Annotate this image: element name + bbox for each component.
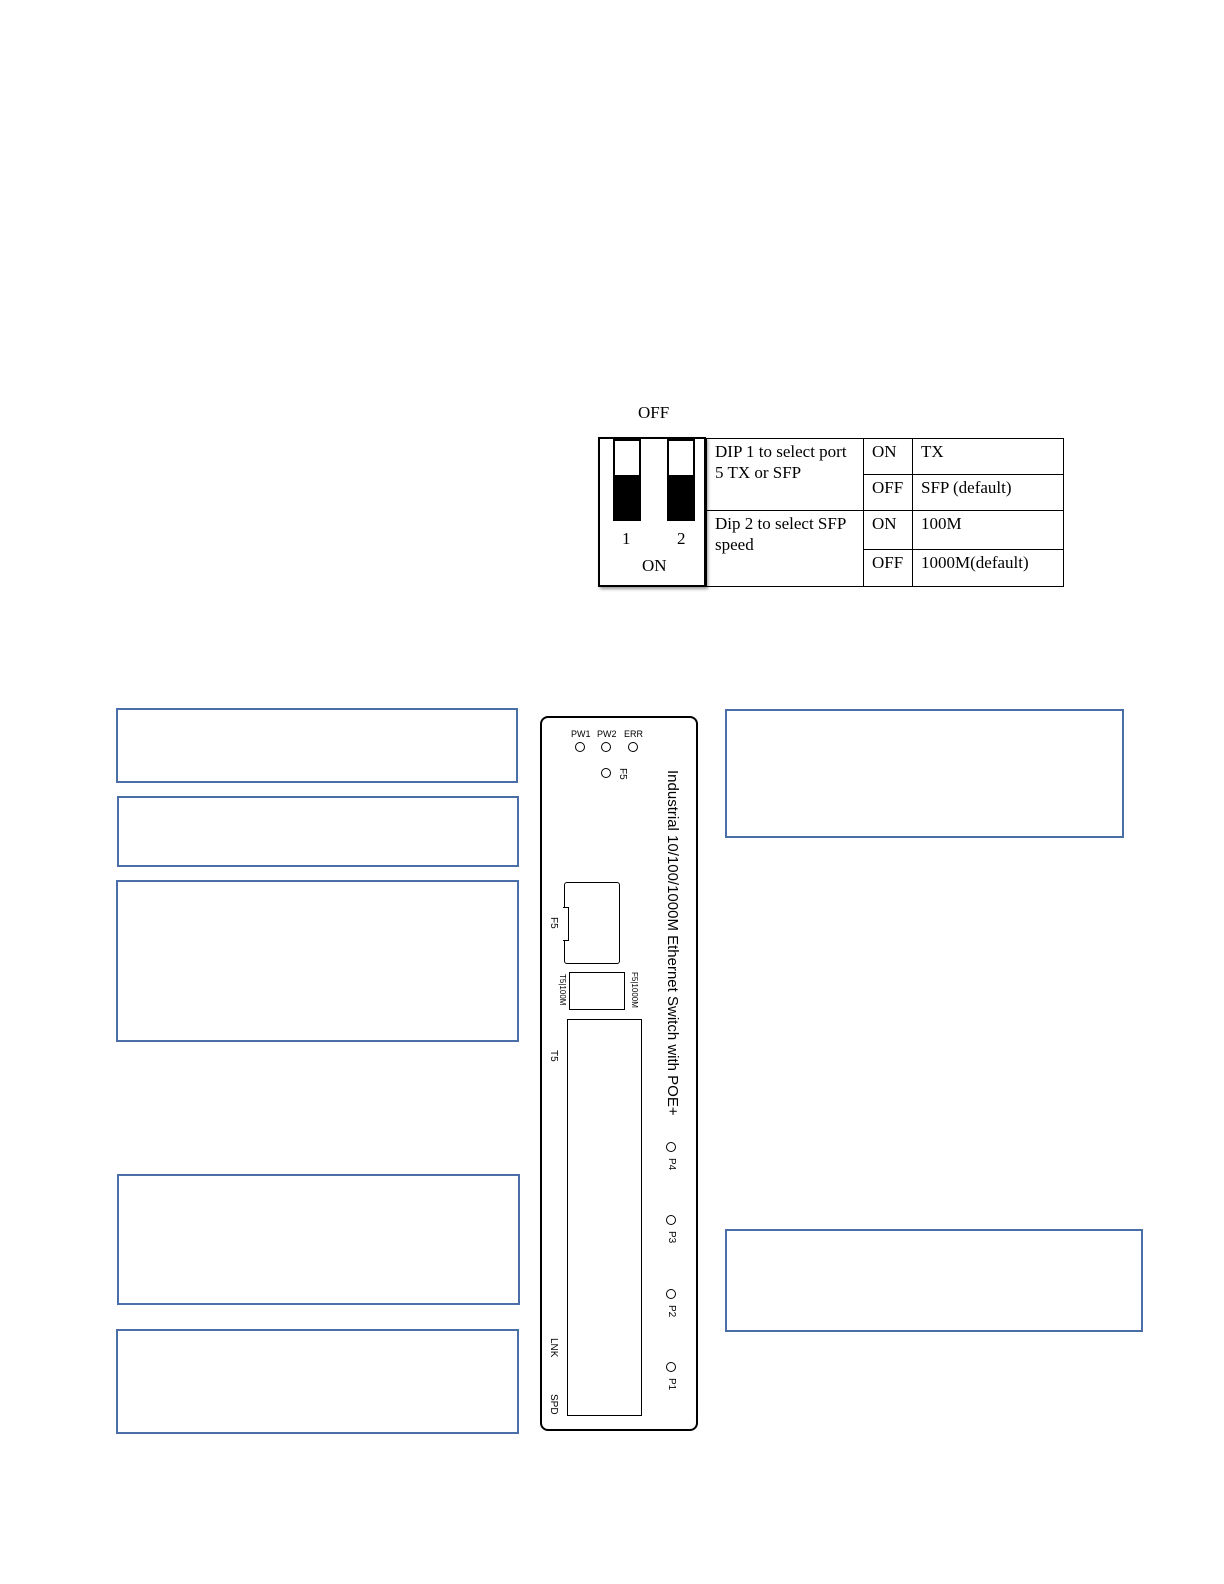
p3-led-label: P3 <box>666 1231 677 1244</box>
f5-led-icon <box>601 768 611 778</box>
table-row <box>707 511 1064 550</box>
dip-settings-table <box>706 438 1064 587</box>
dip-switch-1 <box>613 439 641 521</box>
dip-switch-1-knob <box>615 475 639 519</box>
t5-port-label: T5 <box>548 1050 559 1062</box>
spd-label: SPD <box>548 1394 559 1415</box>
pw1-led-icon <box>575 742 585 752</box>
callout-box-left-5 <box>116 1329 519 1434</box>
dip2-description: Dip 2 to select SFP speed <box>707 511 864 587</box>
f5-1000m-label: F5|1000M <box>630 972 639 1008</box>
dip-on-label: ON <box>642 556 667 575</box>
p3-led-icon <box>666 1215 676 1225</box>
callout-box-right-1 <box>725 709 1124 838</box>
p1-led-label: P1 <box>666 1378 677 1391</box>
pw2-led-label: PW2 <box>597 729 617 739</box>
panel-title: Industrial 10/100/1000M Ethernet Switch with POE+ <box>664 770 681 1116</box>
p4-led-icon <box>666 1142 676 1152</box>
callout-box-right-2 <box>725 1229 1143 1332</box>
dip1-off-value: SFP (default) <box>913 475 1064 511</box>
dip1-description: DIP 1 to select port 5 TX or SFP <box>707 439 864 511</box>
table-row <box>707 439 1064 475</box>
dip1-on-value: TX <box>913 439 1064 475</box>
p2-led-label: P2 <box>666 1305 677 1318</box>
callout-box-left-3 <box>116 880 519 1042</box>
dip-switch-body <box>598 437 706 587</box>
dip-switch-opening <box>569 972 625 1010</box>
p2-led-icon <box>666 1289 676 1299</box>
lnk-label: LNK <box>548 1338 559 1358</box>
callout-box-left-1 <box>116 708 518 783</box>
dip1-off-state: OFF <box>864 475 913 511</box>
p1-led-icon <box>666 1362 676 1372</box>
dip-switch-2 <box>667 439 695 521</box>
dip-off-label: OFF <box>638 403 670 422</box>
f5-led-label: F5 <box>617 768 628 780</box>
switch-front-panel <box>540 716 698 1431</box>
dip2-off-state: OFF <box>864 550 913 587</box>
f5-port-label: F5 <box>548 917 559 929</box>
dip2-off-value: 1000M(default) <box>913 550 1064 587</box>
dip2-on-value: 100M <box>913 511 1064 550</box>
callout-box-left-2 <box>117 796 519 867</box>
rj45-port-block <box>567 1019 642 1416</box>
dip-switch-2-number: 2 <box>677 529 686 548</box>
dip1-on-state: ON <box>864 439 913 475</box>
sfp-port <box>564 882 620 964</box>
dip2-on-state: ON <box>864 511 913 550</box>
sfp-port-notch <box>563 907 569 941</box>
t5-100m-label: T5|100M <box>558 974 567 1006</box>
dip-switch-2-knob <box>669 475 693 519</box>
p4-led-label: P4 <box>666 1158 677 1171</box>
pw2-led-icon <box>601 742 611 752</box>
pw1-led-label: PW1 <box>571 729 591 739</box>
err-led-icon <box>628 742 638 752</box>
dip-switch-1-number: 1 <box>622 529 631 548</box>
err-led-label: ERR <box>624 729 644 739</box>
callout-box-left-4 <box>117 1174 520 1305</box>
